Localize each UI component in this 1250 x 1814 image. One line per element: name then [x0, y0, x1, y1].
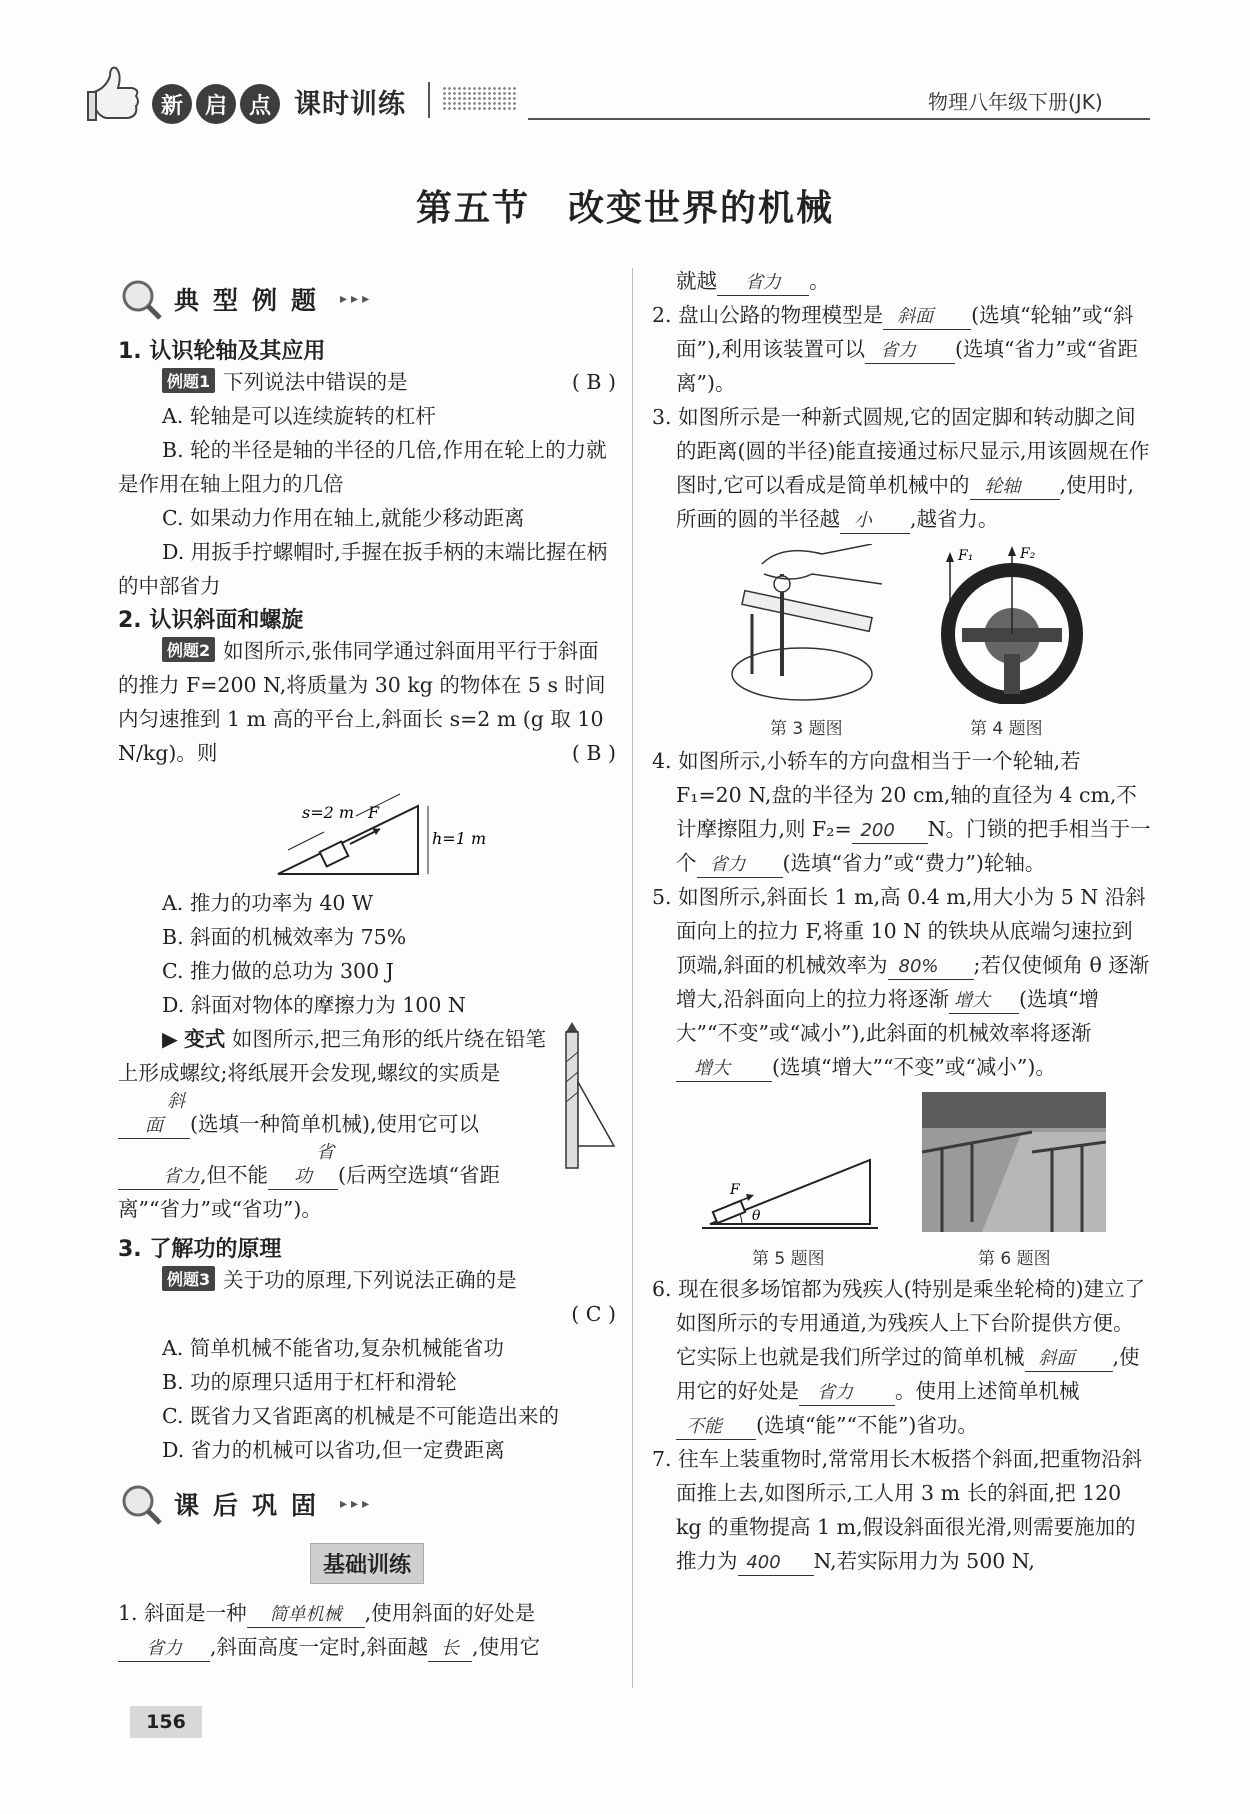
figure-caption: 第 6 题图: [978, 1249, 1051, 1269]
variant-block: [118, 1022, 616, 1226]
answer-blank: 长: [428, 1637, 472, 1662]
magnifier-icon: [118, 276, 164, 322]
question-text: 4. 如图所示,小轿车的方向盘相当于一个轮轴,若 F₁=20 N,盘的半径为 20 cm,轴的直径为 4 cm,不计摩擦阻力,则 F₂=: [652, 749, 1137, 841]
option: A. 推力的功率为 40 W: [162, 891, 374, 915]
answer-blank: 小: [840, 509, 910, 534]
answer-blank: 增大: [676, 1057, 772, 1082]
question-text: 5. 如图所示,斜面长 1 m,高 0.4 m,用大小为 5 N 沿斜面向上的拉力 F,将重 10 N 的铁块从底端匀速拉到顶端,斜面的机械效率为: [652, 885, 1146, 977]
dot-pattern: [442, 86, 518, 112]
option: A. 简单机械不能省功,复杂机械能省功: [162, 1336, 504, 1360]
question-text: ,使用时,所画的圆的半径越: [676, 473, 1135, 531]
answer-blank: 省力: [118, 1165, 200, 1190]
force-label: F₁: [958, 548, 974, 564]
compass-figure: [722, 544, 902, 704]
incline-length-label: s=2 m: [302, 803, 355, 822]
question-text: N。门锁的把手相当于一个: [676, 817, 1151, 875]
question-text: (选填“省力”或“费力”)轮轴。: [782, 851, 1046, 875]
option: B. 轮的半径是轴的半径的几倍,作用在轮上的力就是作用在轴上阻力的几倍: [118, 438, 607, 496]
figures-5-6: [652, 1092, 1152, 1272]
question-text: ;若仅使倾角 θ 逐渐增大,沿斜面向上的拉力将逐渐: [676, 953, 1150, 1011]
question-text: 。使用上述简单机械: [895, 1379, 1080, 1403]
section-header-review: [118, 1481, 616, 1527]
force-label: F₂: [1020, 546, 1036, 562]
answer-blank: 不能: [676, 1415, 756, 1440]
example-stem: 如图所示,张伟同学通过斜面用平行于斜面的推力 F=200 N,将质量为 30 kg 的物体在 5 s 时间内匀速推到 1 m 高的平台上,斜面长 s=2 m (g 取 10 N/kg)。则: [118, 639, 606, 765]
variant-stem: ,但不能: [200, 1163, 269, 1187]
play-icon: ▶: [162, 1027, 178, 1051]
variant-stem: (后两空选填“省距离”“省力”或“省功”)。: [118, 1163, 501, 1221]
example-tag: 例题3: [162, 1266, 215, 1291]
question-text: 2. 盘山公路的物理模型是: [652, 303, 884, 327]
incline-theta-figure: [702, 1148, 882, 1238]
question-7: [652, 1442, 1152, 1578]
variant-tag: 变式: [184, 1027, 226, 1051]
figure-caption: 第 3 题图: [770, 719, 843, 739]
section-title: 典型例题: [174, 286, 331, 315]
question-text: 。: [809, 269, 830, 293]
ramp-photo: [922, 1092, 1106, 1232]
force-label: F: [730, 1182, 740, 1198]
question-3: [652, 400, 1152, 536]
basic-training-banner: [118, 1543, 616, 1584]
option: D. 省力的机械可以省功,但一定费距离: [162, 1438, 505, 1462]
question-text: (选填“省力”或“省距离”)。: [676, 337, 1138, 395]
option: C. 推力做的总功为 300 J: [162, 959, 394, 983]
answer-blank: 省力: [717, 271, 809, 296]
answer-blank: 省力: [865, 339, 955, 364]
brand-badges: [152, 84, 280, 124]
topic-heading: 2. 认识斜面和螺旋: [118, 608, 304, 633]
brand-badge: 点: [240, 84, 280, 124]
answer-blank: 80%: [888, 955, 974, 980]
question-text: 6. 现在很多场馆都为残疾人(特别是乘坐轮椅的)建立了如图所示的专用通道,为残疾人上下台阶提供方便。它实际上也就是我们所学过的简单机械: [652, 1277, 1146, 1369]
angle-label: θ: [752, 1208, 761, 1224]
variant-stem: (选填一种简单机械),使用它可以: [190, 1112, 480, 1136]
option: C. 既省力又省距离的机械是不可能造出来的: [162, 1404, 559, 1428]
column-divider: [632, 268, 633, 1688]
question-text: N,若实际用力为 500 N,: [813, 1549, 1035, 1573]
figure-caption: 第 5 题图: [752, 1249, 825, 1269]
question-5: [652, 880, 1152, 1084]
answer: ( C ): [571, 1302, 616, 1326]
example-3: [118, 1263, 616, 1297]
answer-blank: 省力: [118, 1637, 210, 1662]
height-label: h=1 m: [432, 829, 487, 848]
answer-blank: 省力: [697, 853, 783, 878]
answer-blank: 斜面: [883, 305, 971, 330]
question-text: (选填“增大”“不变”或“减小”)。: [772, 1055, 1056, 1079]
page-title: 第五节 改变世界的机械: [415, 187, 834, 229]
arrows-icon: ▸▸▸: [340, 291, 374, 307]
page-number: 156: [130, 1706, 202, 1738]
example-stem: 下列说法中错误的是: [223, 370, 408, 394]
question-4: [652, 744, 1152, 880]
incline-figure: [118, 778, 616, 882]
question-text: ,越省力。: [910, 507, 999, 531]
section-header-examples: [118, 276, 616, 322]
question-1: [118, 1596, 616, 1664]
example-tag: 例题2: [162, 637, 215, 662]
variant-stem: 如图所示,把三角形的纸片绕在铅笔上形成螺纹;将纸展开会发现,螺纹的实质是: [118, 1027, 546, 1085]
question-text: 3. 如图所示是一种新式圆规,它的固定脚和转动脚之间的距离(圆的半径)能直接通过标尺显示,用该圆规在作图时,它可以看成是简单机械中的: [652, 405, 1150, 497]
answer-blank: 省功: [268, 1141, 338, 1190]
right-column: [652, 264, 1152, 1578]
force-label: F: [368, 803, 380, 822]
answer-blank: 200: [852, 819, 928, 844]
question-text: 7. 往车上装重物时,常常用长木板搭个斜面,把重物沿斜面推上去,如图所示,工人用 3 m 长的斜面,把 120 kg 的重物提高 1 m,假设斜面很光滑,则需要施加的推力为: [652, 1447, 1143, 1573]
answer-blank: 简单机械: [247, 1603, 365, 1628]
question-text: (选填“能”“不能”)省功。: [756, 1413, 978, 1437]
brand-title: 课时训练: [294, 89, 406, 120]
steering-wheel-figure: [932, 544, 1092, 704]
answer-blank: 斜面: [118, 1090, 190, 1139]
example-tag: 例题1: [162, 368, 215, 393]
magnifier-icon: [118, 1481, 164, 1527]
question-text: (选填“轮轴”或“斜面”),利用该装置可以: [676, 303, 1134, 361]
basic-training-label: 基础训练: [310, 1543, 424, 1584]
header-rule: [528, 118, 1150, 120]
topic-heading: 3. 了解功的原理: [118, 1237, 282, 1262]
pencil-paper-figure: [556, 1022, 616, 1172]
book-title: 物理八年级下册(JK): [928, 90, 1103, 114]
question-2: [652, 298, 1152, 400]
section-title: 课后巩固: [174, 1491, 331, 1520]
example-1: [118, 365, 616, 399]
divider: [428, 82, 430, 118]
example-stem: 关于功的原理,下列说法正确的是: [223, 1268, 517, 1292]
variant-text: [118, 1022, 552, 1226]
option: B. 功的原理只适用于杠杆和滑轮: [162, 1370, 457, 1394]
option: A. 轮轴是可以连续旋转的杠杆: [162, 404, 436, 428]
answer-blank: 轮轴: [970, 475, 1060, 500]
answer-blank: 增大: [949, 989, 1019, 1014]
answer-blank: 斜面: [1025, 1347, 1113, 1372]
topic-heading: 1. 认识轮轴及其应用: [118, 339, 326, 364]
option: B. 斜面的机械效率为 75%: [162, 925, 407, 949]
answer-blank: 省力: [799, 1381, 895, 1406]
brand-badge: 新: [152, 84, 192, 124]
question-6: [652, 1272, 1152, 1442]
example-2: [118, 634, 616, 770]
question-text: ,使用斜面的好处是: [364, 1601, 536, 1625]
question-text: 就越: [676, 269, 717, 293]
brand-badge: 启: [196, 84, 236, 124]
question-text: ,使用它: [472, 1635, 541, 1659]
option: C. 如果动力作用在轴上,就能少移动距离: [162, 506, 525, 530]
option: D. 斜面对物体的摩擦力为 100 N: [162, 993, 466, 1017]
thumbs-up-logo: [84, 62, 144, 128]
left-column: [118, 276, 616, 1664]
question-1-cont: [652, 264, 1152, 298]
answer: ( B ): [571, 370, 616, 394]
question-text: 1. 斜面是一种: [118, 1601, 247, 1625]
question-text: ,使用它的好处是: [676, 1345, 1140, 1403]
question-text: ,斜面高度一定时,斜面越: [210, 1635, 429, 1659]
answer: ( B ): [571, 741, 616, 765]
question-text: (选填“增大”“不变”或“减小”),此斜面的机械效率将逐渐: [676, 987, 1099, 1045]
arrows-icon: ▸▸▸: [340, 1496, 374, 1512]
figures-3-4: [652, 544, 1152, 744]
answer-blank: 400: [738, 1551, 814, 1576]
figure-caption: 第 4 题图: [970, 719, 1043, 739]
option: D. 用扳手拧螺帽时,手握在扳手柄的末端比握在柄的中部省力: [118, 540, 608, 598]
